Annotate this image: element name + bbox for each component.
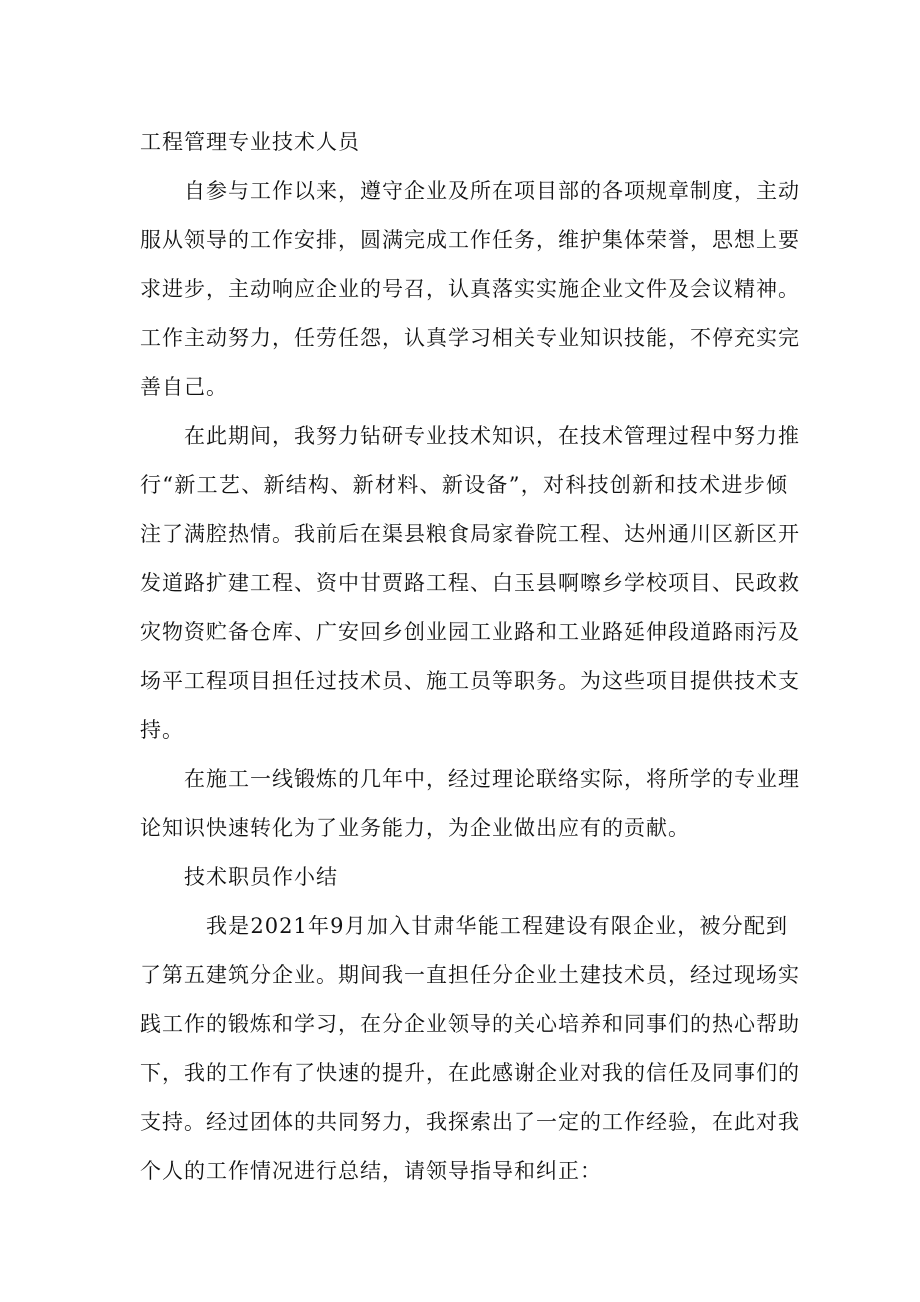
paragraph-line: 自参与工作以来，遵守企业及所在项目部的各项规章制度，主动 — [184, 179, 800, 203]
paragraph-line: 场平工程项目担任过技术员、施工员等职务。为这些项目提供技术支 — [140, 669, 800, 693]
paragraph-line: 工作主动努力，任劳任怨，认真学习相关专业知识技能，不停充实完 — [140, 326, 800, 350]
paragraph-line: 支持。经过团体的共同努力，我探索出了一定的工作经验，在此对我 — [140, 1110, 800, 1134]
paragraph-line: 服从领导的工作安排，圆满完成工作任务，维护集体荣誉，思想上要 — [140, 228, 800, 252]
paragraph-line: 践工作的锻炼和学习，在分企业领导的关心培养和同事们的热心帮助 — [140, 1012, 800, 1036]
paragraph-line: 在施工一线锻炼的几年中，经过理论联络实际，将所学的专业理 — [184, 767, 800, 791]
paragraph-line: 在此期间，我努力钻研专业技术知识，在技术管理过程中努力推 — [184, 424, 800, 448]
paragraph-line: 持。 — [140, 718, 184, 742]
paragraph-line: 行“新工艺、新结构、新材料、新设备”，对科技创新和技术进步倾 — [140, 473, 788, 497]
paragraph-line: 下，我的工作有了快速的提升，在此感谢企业对我的信任及同事们的 — [140, 1061, 800, 1085]
section-subtitle: 技术职员作小结 — [184, 865, 338, 889]
paragraph-line: 灾物资贮备仓库、广安回乡创业园工业路和工业路延伸段道路雨污及 — [140, 620, 800, 644]
paragraph-line: 我是2021年9月加入甘肃华能工程建设有限企业，被分配到 — [206, 914, 788, 938]
paragraph-line: 个人的工作情况进行总结，请领导指导和纠正： — [140, 1159, 602, 1183]
paragraph-line: 了第五建筑分企业。期间我一直担任分企业土建技术员，经过现场实 — [140, 963, 800, 987]
paragraph-line: 论知识快速转化为了业务能力，为企业做出应有的贡献。 — [140, 816, 690, 840]
paragraph-line: 发道路扩建工程、资中甘贾路工程、白玉县啊嚓乡学校项目、民政救 — [140, 571, 800, 595]
paragraph-line: 注了满腔热情。我前后在渠县粮食局家眷院工程、达州通川区新区开 — [140, 522, 800, 546]
paragraph-line: 求进步，主动响应企业的号召，认真落实实施企业文件及会议精神。 — [140, 277, 800, 301]
document-body — [140, 118, 800, 1196]
paragraph-3 — [140, 755, 800, 853]
document-title: 工程管理专业技术人员 — [140, 130, 360, 154]
paragraph-line: 善自己。 — [140, 375, 228, 399]
paragraph-4 — [140, 902, 800, 1196]
paragraph-2 — [140, 412, 800, 755]
paragraph-1 — [140, 167, 800, 412]
